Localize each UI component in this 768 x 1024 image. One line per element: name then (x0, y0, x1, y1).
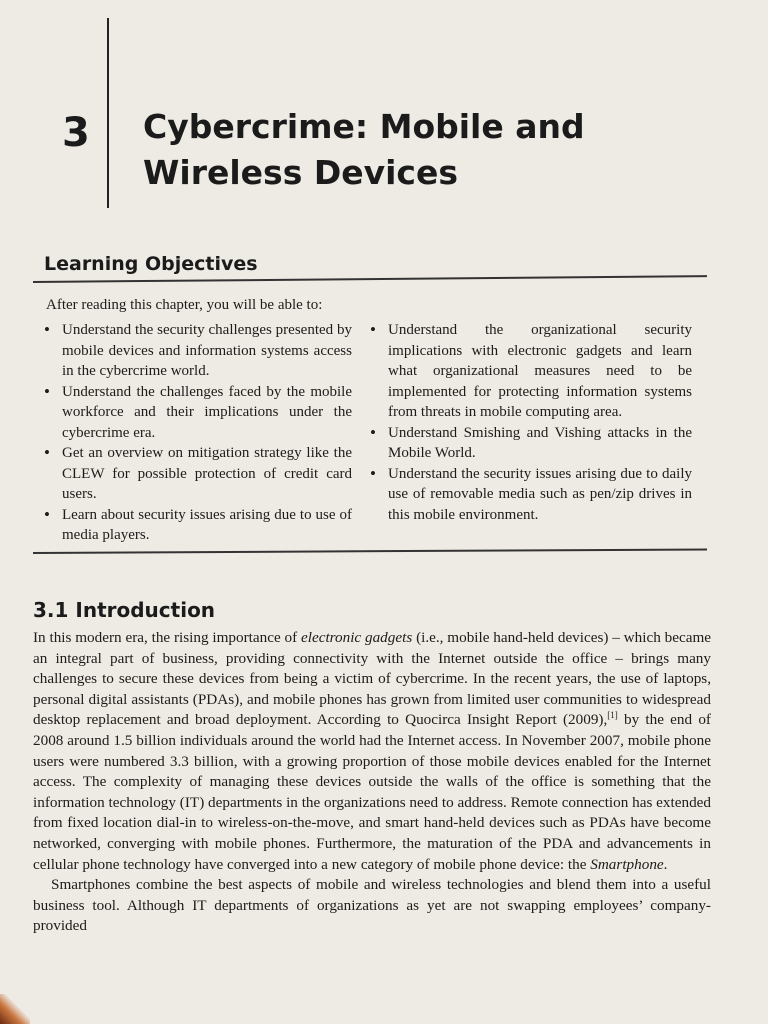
objective-item: • Understand the security issues arising due to daily use of removable media such as pen/zip drives in this mobile environment. (370, 464, 692, 526)
objective-item: • Understand Smishing and Vishing attacks in the Mobile World. (370, 423, 692, 464)
learning-objectives-heading: Learning Objectives (44, 253, 258, 275)
paragraph-2: Smartphones combine the best aspects of mobile and wireless technologies and blend them into a useful business tool. Although IT departments of organizations as yet are not swapping employees’ company-provided (33, 876, 711, 935)
objective-item: • Understand the organizational security implications with electronic gadgets and learn what organizational measures need to be implemented for protecting information systems from threats in mobile computing area. (370, 320, 692, 423)
chapter-title-line-2: Wireless Devices (143, 153, 459, 192)
chapter-number: 3 (62, 110, 90, 156)
chapter-title-line-1: Cybercrime: Mobile and (143, 107, 585, 146)
chapter-divider-rule (107, 18, 109, 208)
objective-item: • Learn about security issues arising due to use of media players. (44, 505, 352, 546)
p1-text-b: (i.e., mobile hand-held devices) – which became an integral part of business, providing connectivity with the Internet outside the office – brings many challenges to secure these devices from being a victim of cybercrime. In the recent years, the use of laptops, personal digital assistants (PDAs), and mobile phones has grown from limited user communities to widespread desktop replacement and broad deployment. According to Quocirca Insight Report (2009), (33, 629, 711, 729)
p1-emphasis: electronic gadgets (301, 629, 413, 646)
objective-item: • Get an overview on mitigation strategy like the CLEW for possible protection of credit card users. (44, 443, 352, 505)
p1-text-c: by the end of 2008 around 1.5 billion individuals around the world had the Internet access. In November 2007, mobile phone users were numbered 3.3 billion, with a growing proportion of those mobile devices enabled for the Internet access. The complexity of managing these devices outside the walls of the office is something that the information technology (IT) departments in the organizations need to address. Remote connection has extended from fixed location dial-in to wireless-on-the-move, and smart hand-held devices such as PDAs have become networked, converging with mobile phones. Furthermore, the maturation of the PDA and advancements in cellular phone technology have converged into a new category of mobile phone device: the (33, 711, 711, 873)
p1-text-a: In this modern era, the rising importance of (33, 629, 302, 646)
objectives-intro: After reading this chapter, you will be able to: (46, 297, 323, 313)
section-heading: 3.1 Introduction (33, 598, 216, 622)
section-body (33, 628, 711, 952)
objectives-left-column (44, 320, 352, 546)
objectives-top-rule (33, 275, 707, 283)
objective-item: • Understand the security challenges presented by mobile devices and information systems access in the cybercrime world. (44, 320, 352, 382)
p1-text-d: . (663, 855, 668, 873)
page-corner-shadow (0, 994, 30, 1024)
p1-emphasis-smartphone: Smartphone (590, 855, 664, 873)
paragraph-1 (33, 628, 711, 875)
objectives-right-column (370, 320, 692, 525)
citation-ref[interactable]: [1] (607, 710, 618, 721)
chapter-title (143, 104, 663, 196)
objectives-bottom-rule (33, 548, 707, 554)
objective-item: • Understand the challenges faced by the mobile workforce and their implications under the cybercrime era. (44, 382, 352, 444)
